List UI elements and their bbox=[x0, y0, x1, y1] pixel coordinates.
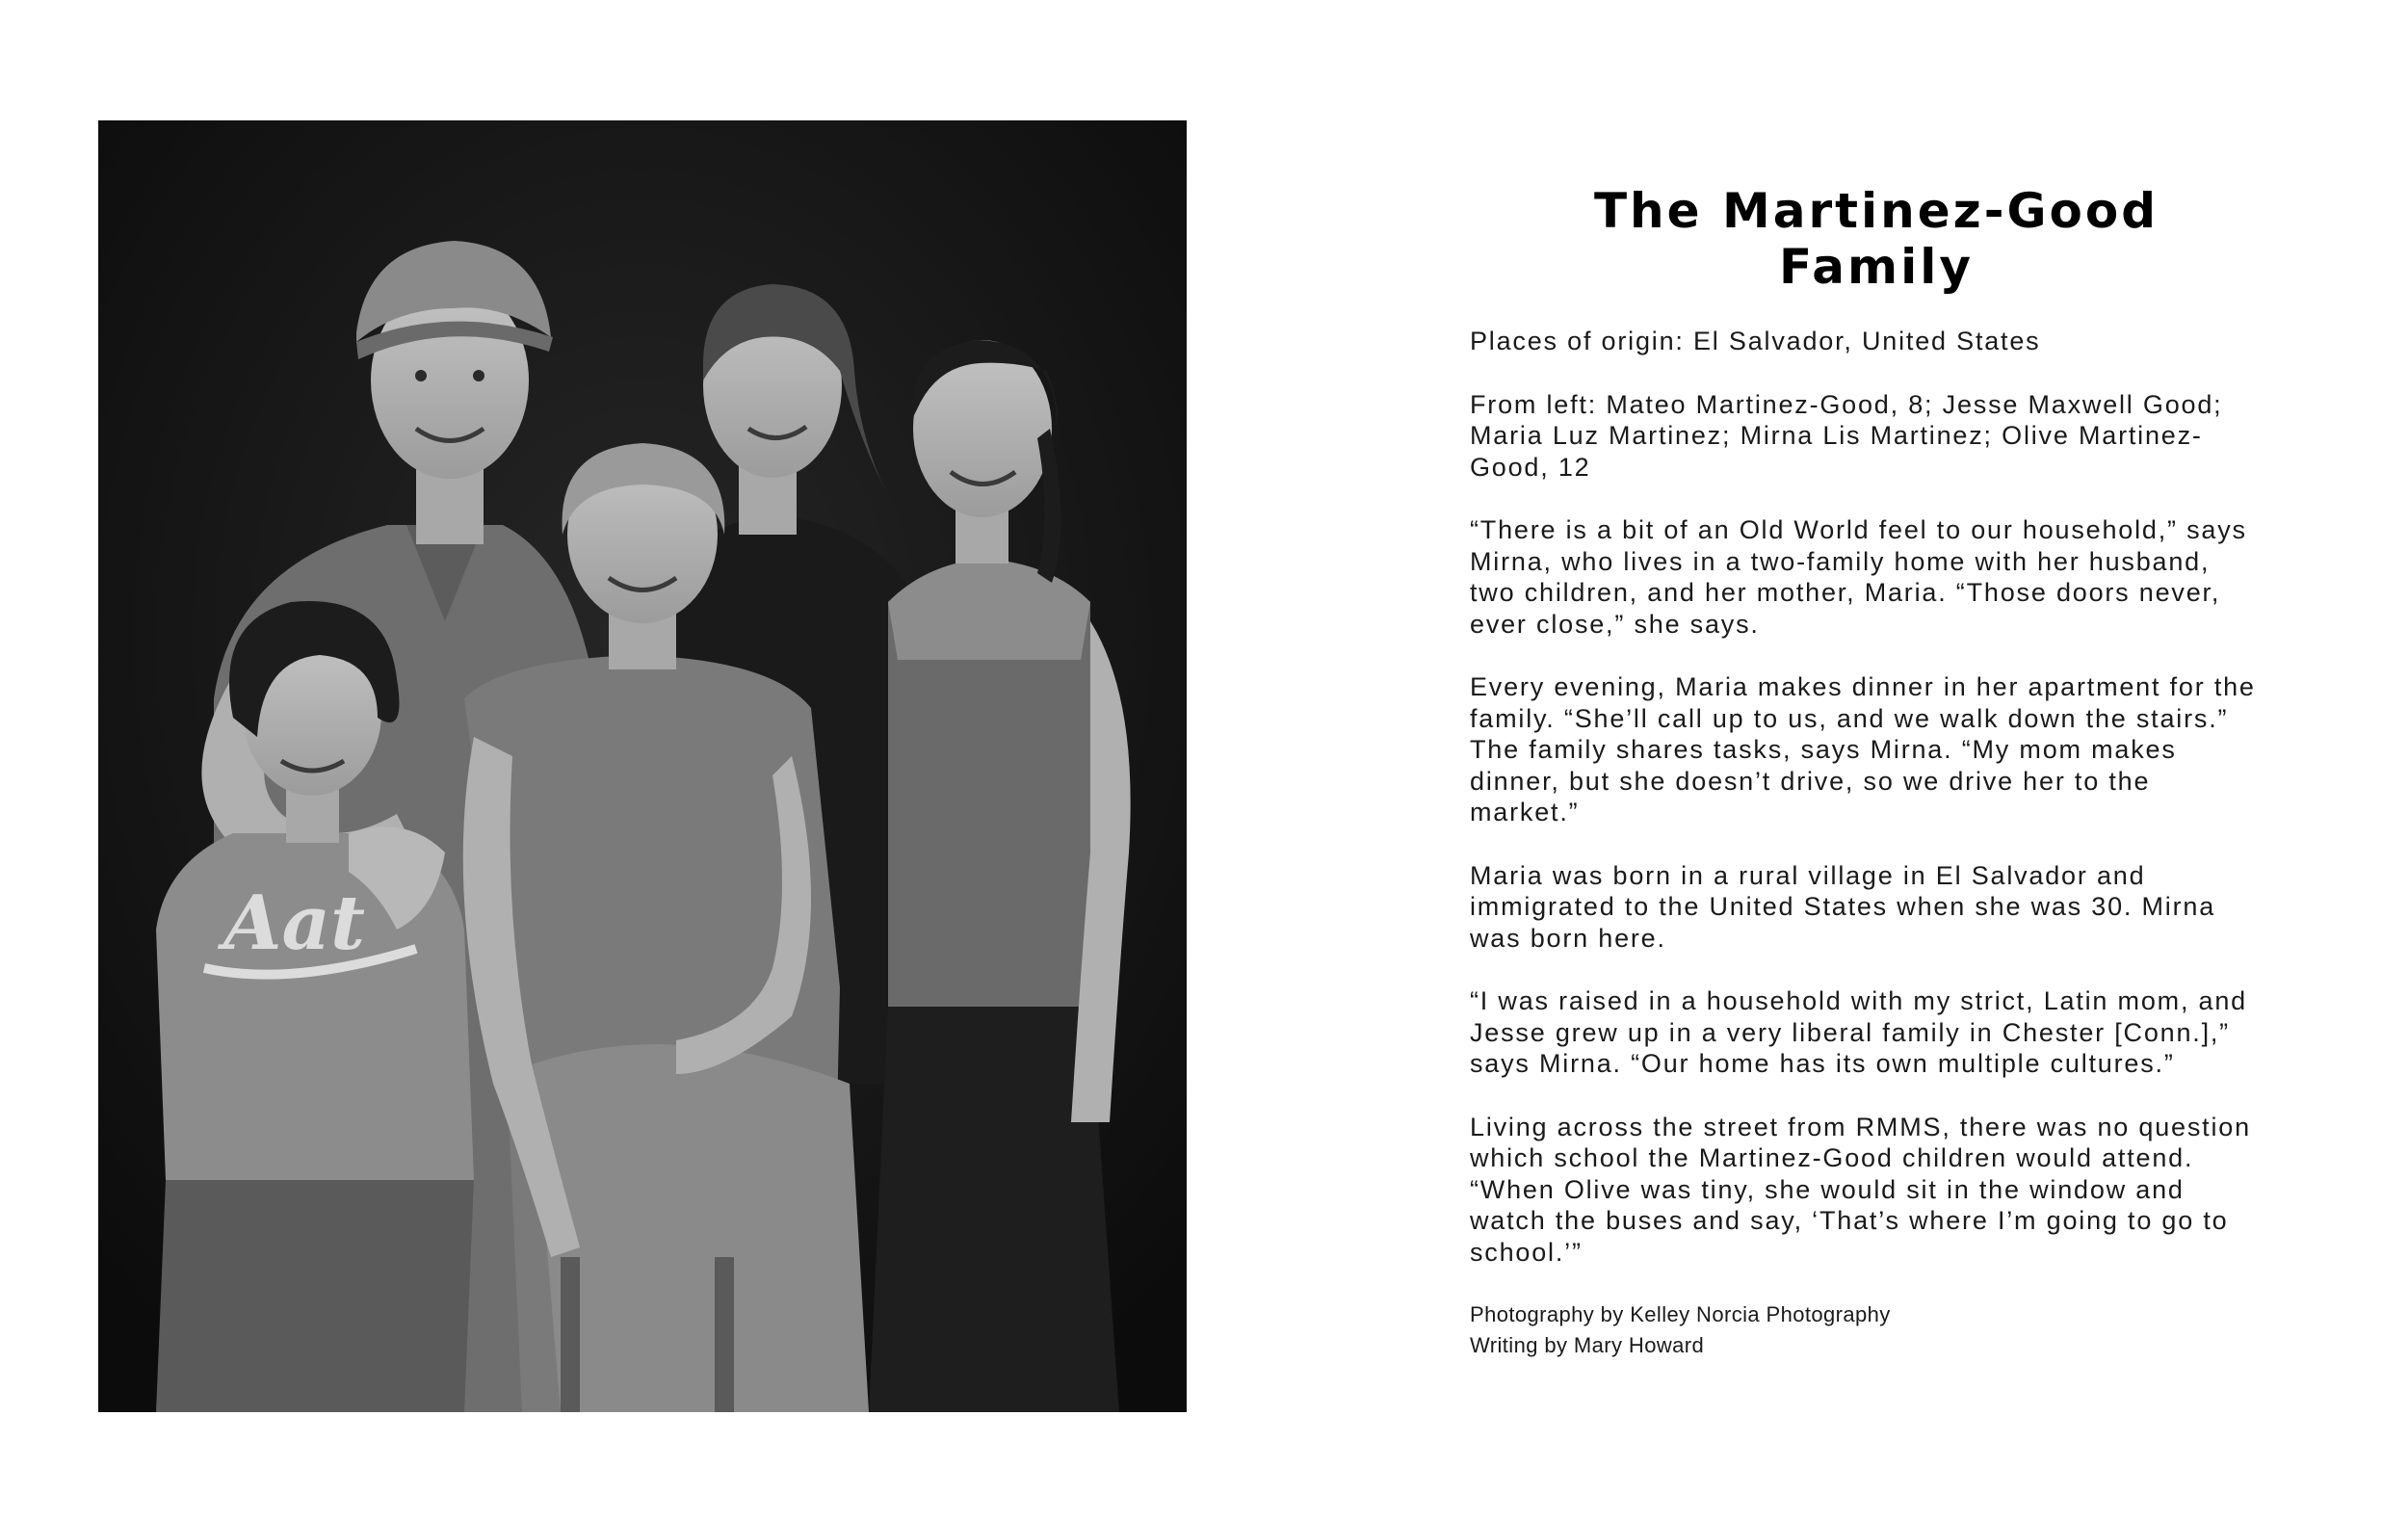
article-title: The Martinez-Good Family bbox=[1593, 183, 2159, 295]
body-paragraph: Every evening, Maria makes dinner in her apartment for the family. “She’ll call up to us, and we walk down the stairs.” The family shares tasks, says Mirna. “My mom makes dinner, but she doesn’t drive, so we drive her to the market.” bbox=[1470, 672, 2256, 826]
body-paragraph: “There is a bit of an Old World feel to our household,” says Mirna, who lives in a two-family home with her husband, two children, and her mother, Maria. “Those doors never, ever close,” she says. bbox=[1470, 515, 2247, 639]
writing-credit: Writing by Mary Howard bbox=[1470, 1333, 1705, 1357]
body-paragraph: “I was raised in a household with my strict, Latin mom, and Jesse grew up in a very liberal family in Chester [Conn.],” says Mirna. “Our home has its own multiple cultures.” bbox=[1470, 986, 2247, 1078]
photography-credit: Photography by Kelley Norcia Photography bbox=[1470, 1302, 1891, 1326]
body-paragraph: Living across the street from RMMS, there was no question which school the Martinez-Good children would attend. “When Olive was tiny, she would sit in the window and watch the buses and say, ‘That’s where I’m going to go to school.’” bbox=[1470, 1112, 2251, 1267]
family-portrait-photo bbox=[98, 120, 1187, 1412]
credits bbox=[1470, 1299, 2260, 1361]
body-paragraph: Maria was born in a rural village in El Salvador and immigrated to the United States when she was 30. Mirna was born here. bbox=[1470, 860, 2216, 953]
shirt-text: Aat bbox=[223, 879, 366, 967]
family-portrait-illustration bbox=[98, 120, 1187, 1412]
article-text-column bbox=[1470, 183, 2260, 1361]
from-left-caption: From left: Mateo Martinez-Good, 8; Jesse Maxwell Good; Maria Luz Martinez; Mirna Lis Martinez; Olive Martinez-Good, 12 bbox=[1470, 389, 2223, 482]
places-of-origin: Places of origin: El Salvador, United States bbox=[1470, 327, 2041, 355]
